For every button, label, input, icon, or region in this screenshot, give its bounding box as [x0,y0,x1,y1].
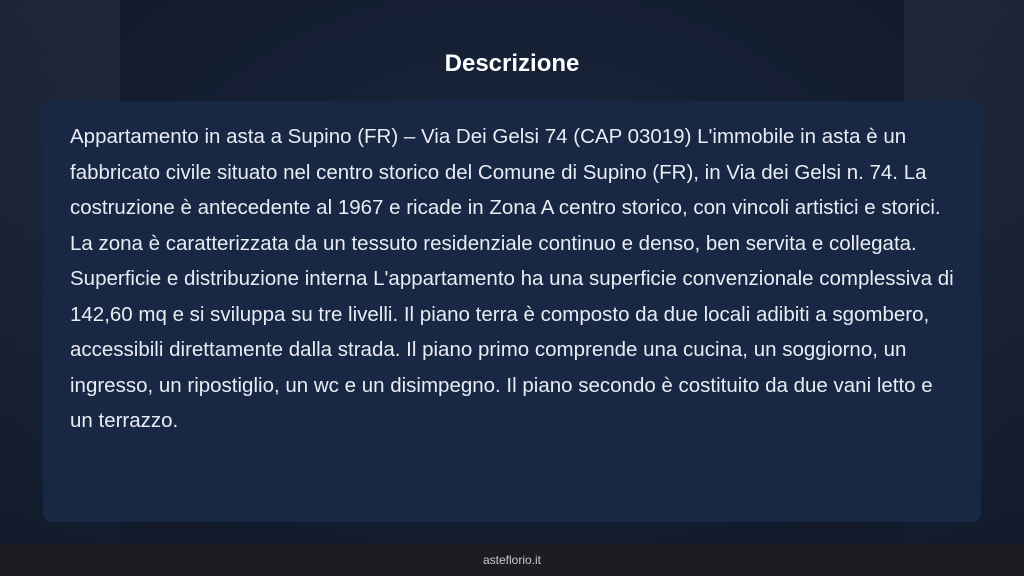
description-text: Appartamento in asta a Supino (FR) – Via Dei Gelsi 74 (CAP 03019) L'immobile in asta è un fabbricato civile situato nel centro storico del Comune di Supino (FR), in Via dei Gelsi n. 74. La costruzione è antecedente al 1967 e ricade in Zona A centro storico, con vincoli artistici e storici. La zona è caratterizzata da un tessuto residenziale continuo e denso, ben servita e collegata. Superficie e distribuzione interna L'appartamento ha una superficie convenzionale complessiva di 142,60 mq e si sviluppa su tre livelli. Il piano terra è composto da due locali adibiti a sgombero, accessibili direttamente dalla strada. Il piano primo comprende una cucina, un soggiorno, un ingresso, un ripostiglio, un wc e un disimpegno. Il piano secondo è costituito da due vani letto e un terrazzo. [70,125,954,432]
page-title: Descrizione [444,50,580,77]
footer-bar [0,544,1024,576]
description-card [43,101,981,522]
footer-site-name: asteflorio.it [482,553,542,567]
